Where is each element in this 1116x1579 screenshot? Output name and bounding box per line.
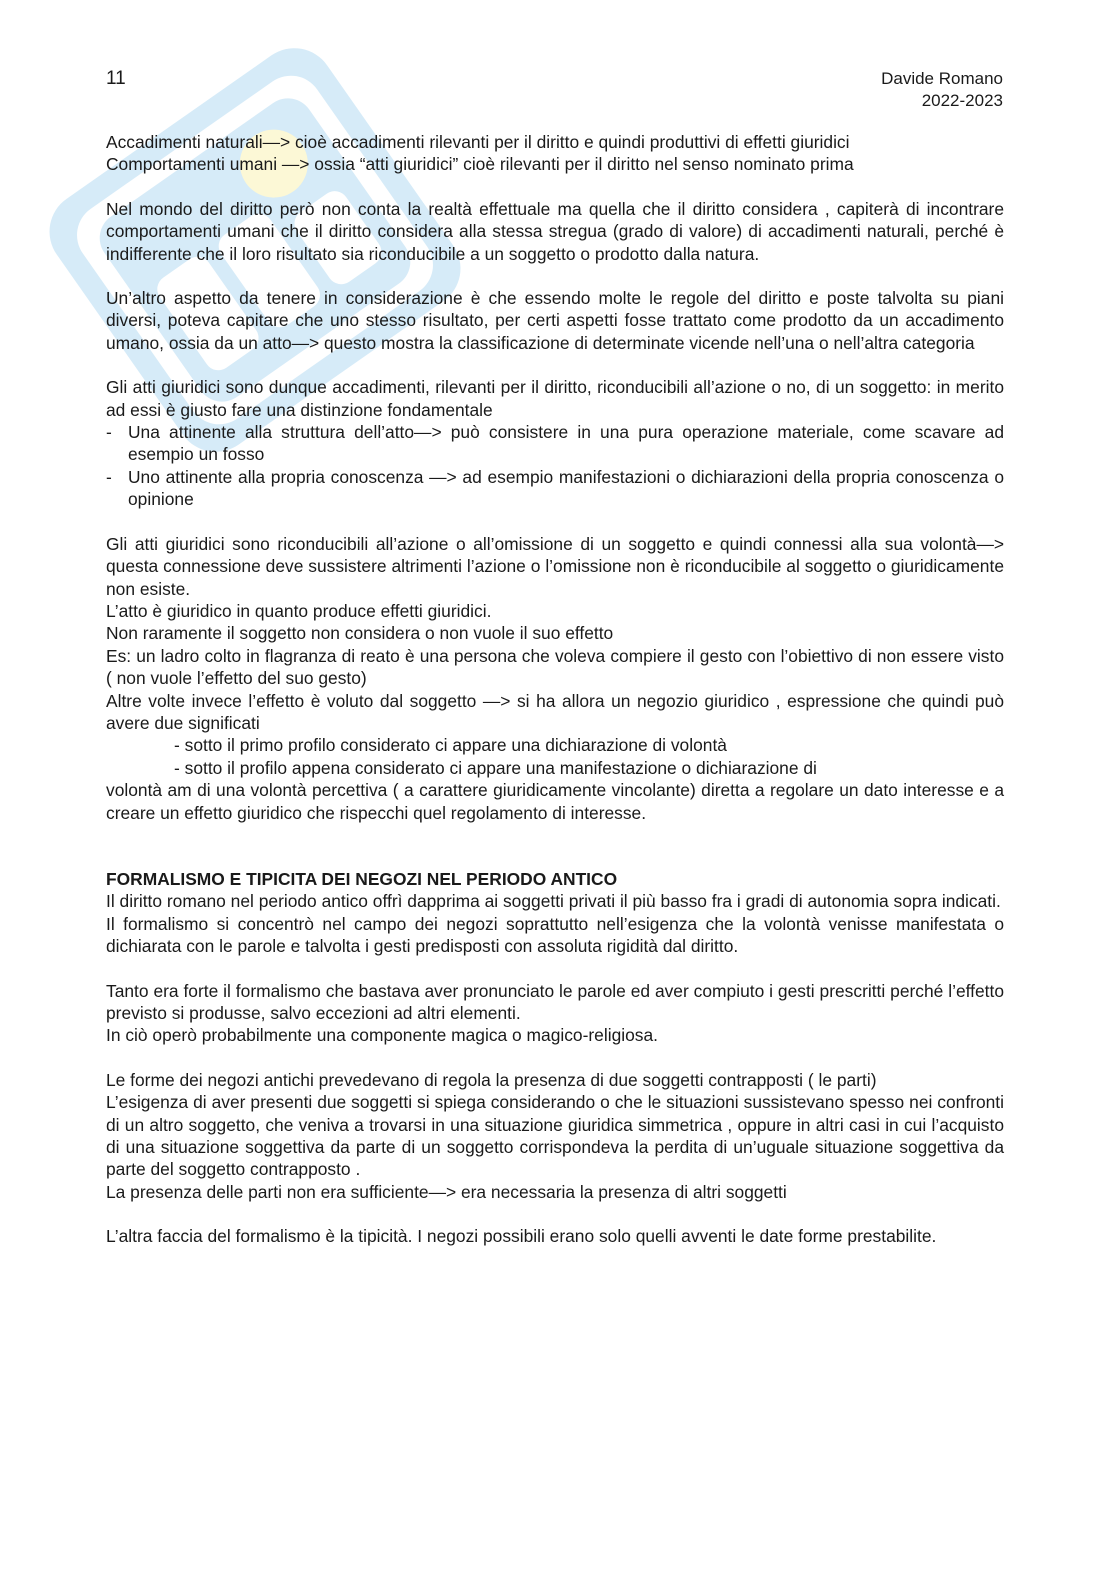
paragraph: La presenza delle parti non era sufficiente—> era necessaria la presenza di altri soggetti xyxy=(106,1181,787,1202)
academic-year: 2022-2023 xyxy=(921,91,1003,110)
paragraph: L’atto è giuridico in quanto produce effetti giuridici. xyxy=(106,600,492,621)
paragraph: Non raramente il soggetto non considera o non vuole il suo effetto xyxy=(106,623,614,644)
document-body xyxy=(106,131,1004,1248)
paragraph: Il formalismo si concentrò nel campo dei negozi soprattutto nell’esigenza che la volontà venisse manifestata o dichiarata con le parole e talvolta i gesti predisposti con assoluta rigidità dal diritto. xyxy=(106,913,1004,957)
paragraph: Gli atti giuridici sono riconducibili all’azione o all’omissione di un soggetto e quindi connessi alla sua volontà—> questa connessione deve sussistere altrimenti l’azione o l’omissione non è riconducibile al soggetto o giuridicamente non esiste. xyxy=(106,533,1004,599)
list-item xyxy=(106,466,1004,511)
page-number: 11 xyxy=(106,68,126,89)
paragraph: Tanto era forte il formalismo che bastava aver pronunciato le parole ed aver compiuto i gesti prescritti perché l’effetto previsto si produsse, salvo eccezioni ad altri elementi. xyxy=(106,980,1004,1023)
paragraph: In ciò operò probabilmente una componente magica o magico-religiosa. xyxy=(106,1025,658,1046)
indented-line: - sotto il profilo appena considerato ci appare una manifestazione o dichiarazione di xyxy=(174,757,817,778)
paragraph: Accadimenti naturali—> cioè accadimenti rilevanti per il diritto e quindi produttivi di effetti giuridici xyxy=(106,132,850,152)
section-heading: FORMALISMO E TIPICITA DEI NEGOZI NEL PERIODO ANTICO xyxy=(106,868,618,889)
paragraph: Il diritto romano nel periodo antico offrì dapprima ai soggetti privati il più basso fra i gradi di autonomia sopra indicati. xyxy=(106,891,1001,912)
paragraph: L’altra faccia del formalismo è la tipicità. I negozi possibili erano solo quelli avventi le date forme prestabilite. xyxy=(106,1226,937,1247)
paragraph: L’esigenza di aver presenti due soggetti si spiega considerando o che le situazioni sussistevano spesso nei confronti di un altro soggetto, che veniva a trovarsi in una situazione giuridica simmetrica , oppure in altri casi in cui l’acquisto di una situazione soggettiva da parte di un soggetto corrispondeva la perdita di un’uguale situazione soggettiva da parte del soggetto contrapposto . xyxy=(106,1092,1004,1180)
paragraph: Le forme dei negozi antichi prevedevano di regola la presenza di due soggetti contrapposti ( le parti) xyxy=(106,1069,877,1090)
document-header xyxy=(881,68,1003,112)
list-item xyxy=(106,421,1004,466)
list-item-text: Una attinente alla struttura dell’atto—> può consistere in una pura operazione materiale, come scavare ad esempio un fosso xyxy=(128,422,1004,465)
paragraph: Nel mondo del diritto però non conta la realtà effettuale ma quella che il diritto considera , capiterà di incontrare comportamenti umani che il diritto considera alla stessa stregua (grado di valore) di accadimenti naturali, perché è indifferente che il loro risultato sia riconducibile a un soggetto o prodotto dalla natura. xyxy=(106,198,1004,264)
paragraph: Es: un ladro colto in flagranza di reato è una persona che voleva compiere il gesto con l’obiettivo di non essere visto ( non vuole l’effetto del suo gesto) xyxy=(106,645,1004,689)
bullet-mark: - xyxy=(106,422,112,443)
author-name: Davide Romano xyxy=(881,69,1003,88)
paragraph: volontà am di una volontà percettiva ( a carattere giuridicamente vincolante) diretta a regolare un dato interesse e a creare un effetto giuridico che rispecchi quel regolamento di interesse. xyxy=(106,780,1004,823)
paragraph: Gli atti giuridici sono dunque accadimenti, rilevanti per il diritto, riconducibili all’azione o no, di un soggetto: in merito ad essi è giusto fare una distinzione fondamentale xyxy=(106,377,1004,420)
bullet-mark: - xyxy=(106,466,112,487)
paragraph: Un’altro aspetto da tenere in considerazione è che essendo molte le regole del diritto e poste talvolta su piani diversi, poteva capitare che uno stesso risultato, per certi aspetti fosse trattato come prodotto da un accadimento umano, ossia da un atto—> questo mostra la classificazione di determinate vicende nell’una o nell’altra categoria xyxy=(106,288,1004,353)
paragraph: Comportamenti umani —> ossia “atti giuridici” cioè rilevanti per il diritto nel senso nominato prima xyxy=(106,154,854,175)
paragraph: Altre volte invece l’effetto è voluto dal soggetto —> si ha allora un negozio giuridico , espressione che quindi può avere due significati xyxy=(106,690,1004,733)
list-item-text: Uno attinente alla propria conoscenza —> ad esempio manifestazioni o dichiarazioni della propria conoscenza o opinione xyxy=(128,466,1004,510)
indented-line: - sotto il primo profilo considerato ci appare una dichiarazione di volontà xyxy=(174,735,727,756)
